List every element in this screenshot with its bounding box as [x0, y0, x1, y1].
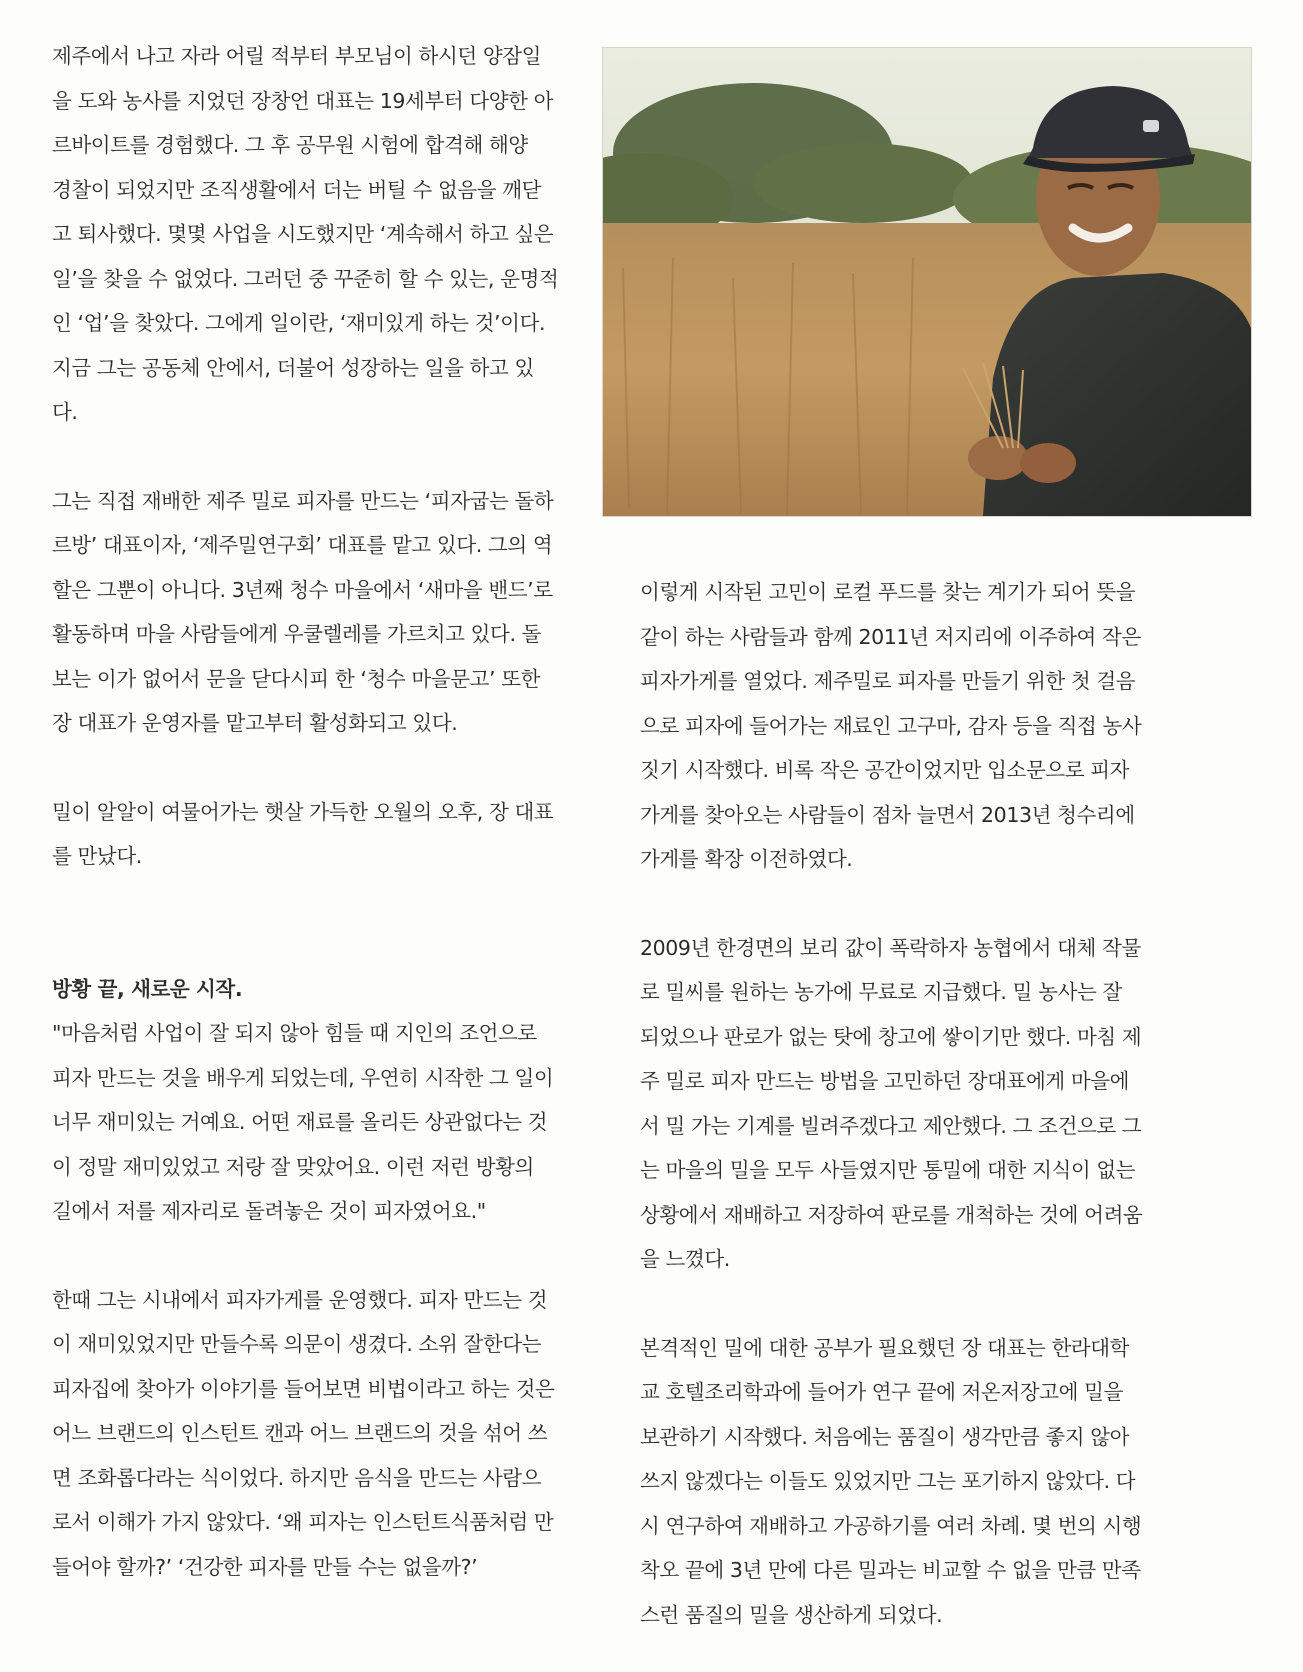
text-line: 다. — [52, 400, 78, 424]
text-line: 착오 끝에 3년 만에 다른 밀과는 비교할 수 없을 만큼 만족 — [640, 1558, 1141, 1582]
text-line: 는 마을의 밀을 모두 사들였지만 통밀에 대한 지식이 없는 — [640, 1158, 1136, 1182]
text-line: 인 ‘업’을 찾았다. 그에게 일이란, ‘재미있게 하는 것’이다. — [52, 311, 546, 335]
text-line: 같이 하는 사람들과 함께 2011년 저지리에 이주하여 작은 — [640, 624, 1141, 649]
local-food-paragraph — [640, 570, 1160, 882]
text-line: 이 정말 재미있었고 저랑 잘 맞았어요. 이런 저런 방황의 — [52, 1154, 534, 1179]
text-line: 너무 재미있는 거예요. 어떤 재료를 올리든 상관없다는 것 — [52, 1110, 548, 1134]
text-line: 로서 이해가 가지 않았다. ‘왜 피자는 인스턴트식품처럼 만 — [52, 1510, 554, 1534]
farmer-in-wheat-field-photo — [602, 47, 1252, 517]
text-line: 서 밀 가는 기계를 빌려주겠다고 제안했다. 그 조건으로 그 — [640, 1113, 1142, 1138]
text-line: 면 조화롭다라는 식이었다. 하지만 음식을 만드는 사람으 — [52, 1465, 542, 1490]
text-line: 길에서 저를 제자리로 돌려놓은 것이 피자였어요." — [52, 1199, 486, 1223]
meeting-paragraph — [52, 790, 572, 879]
text-line: 이 재미있었지만 만들수록 의문이 생겼다. 소위 잘한다는 — [52, 1332, 542, 1356]
text-line: 스런 품질의 밀을 생산하게 되었다. — [640, 1602, 943, 1627]
text-line: 피자가게를 열었다. 제주밀로 피자를 만들기 위한 첫 걸음 — [640, 669, 1136, 693]
text-line: 들어야 할까?’ ‘건강한 피자를 만들 수는 없을까?’ — [52, 1554, 478, 1579]
text-line: 을 도와 농사를 지었던 장창언 대표는 19세부터 다양한 아 — [52, 88, 554, 113]
text-line: 그는 직접 재배한 제주 밀로 피자를 만드는 ‘피자굽는 돌하 — [52, 488, 554, 513]
text-line: 피자집에 찾아가 이야기를 들어보면 비법이라고 하는 것은 — [52, 1376, 555, 1401]
text-line: 르바이트를 경험했다. 그 후 공무원 시험에 합격해 해양 — [52, 133, 528, 157]
right-column — [640, 570, 1160, 1637]
text-line: 보는 이가 없어서 문을 닫다시피 한 ‘청수 마을문고’ 또한 — [52, 666, 541, 691]
text-line: 이렇게 시작된 고민이 로컬 푸드를 찾는 계기가 되어 뜻을 — [640, 580, 1136, 604]
pizza-shop-paragraph — [52, 1278, 572, 1590]
text-line: 지금 그는 공동체 안에서, 더불어 성장하는 일을 하고 있 — [52, 355, 534, 380]
text-line: 주 밀로 피자 만드는 방법을 고민하던 장대표에게 마을에 — [640, 1069, 1130, 1093]
text-line: 가게를 확장 이전하였다. — [640, 847, 853, 871]
text-line: 장 대표가 운영자를 맡고부터 활성화되고 있다. — [52, 711, 458, 735]
left-column — [52, 34, 572, 1589]
text-line: "마음처럼 사업이 잘 되지 않아 힘들 때 지인의 조언으로 — [52, 1021, 537, 1045]
text-line: 르방’ 대표이자, ‘제주밀연구회’ 대표를 맡고 있다. 그의 역 — [52, 533, 553, 557]
text-line: 으로 피자에 들어가는 재료인 고구마, 감자 등을 직접 농사 — [640, 713, 1142, 738]
text-line: 가게를 찾아오는 사람들이 점차 늘면서 2013년 청수리에 — [640, 802, 1135, 827]
text-line: 로 밀씨를 원하는 농가에 무료로 지급했다. 밀 농사는 잘 — [640, 980, 1122, 1004]
text-line: 시 연구하여 재배하고 가공하기를 여러 차례. 몇 번의 시행 — [640, 1513, 1142, 1538]
text-line: 제주에서 나고 자라 어릴 적부터 부모님이 하시던 양잠일 — [52, 44, 542, 68]
text-line: 일’을 찾을 수 없었다. 그러던 중 꾸준히 할 수 있는, 운명적 — [52, 266, 559, 291]
text-line: 를 만났다. — [52, 844, 142, 868]
roles-paragraph — [52, 479, 572, 746]
section-heading: 방황 끝, 새로운 시작. — [52, 976, 243, 1001]
text-line: 상황에서 재배하고 저장하여 판로를 개척하는 것에 어려움 — [640, 1202, 1143, 1227]
text-line: 피자 만드는 것을 배우게 되었는데, 우연히 시작한 그 일이 — [52, 1065, 554, 1090]
wheat-history-paragraph — [640, 926, 1160, 1282]
text-line: 을 느꼈다. — [640, 1247, 730, 1271]
text-line: 2009년 한경면의 보리 값이 폭락하자 농협에서 대체 작물 — [640, 935, 1141, 960]
intro-paragraph — [52, 34, 572, 435]
text-line: 어느 브랜드의 인스턴트 캔과 어느 브랜드의 것을 섞어 쓰 — [52, 1421, 548, 1445]
text-line: 짓기 시작했다. 비록 작은 공간이었지만 입소문으로 피자 — [640, 758, 1130, 782]
text-line: 밀이 알알이 여물어가는 햇살 가득한 오월의 오후, 장 대표 — [52, 799, 554, 824]
text-line: 본격적인 밀에 대한 공부가 필요했던 장 대표는 한라대학 — [640, 1335, 1130, 1360]
text-line: 할은 그뿐이 아니다. 3년째 청수 마을에서 ‘새마을 밴드’로 — [52, 577, 553, 602]
research-paragraph — [640, 1326, 1160, 1638]
text-line: 보관하기 시작했다. 처음에는 품질이 생각만큼 좋지 않아 — [640, 1424, 1130, 1449]
text-line: 교 호텔조리학과에 들어가 연구 끝에 저온저장고에 밀을 — [640, 1380, 1123, 1404]
text-line: 쓰지 않겠다는 이들도 있었지만 그는 포기하지 않았다. 다 — [640, 1469, 1136, 1493]
text-line: 되었으나 판로가 없는 탓에 창고에 쌓이기만 했다. 마침 제 — [640, 1024, 1142, 1049]
text-line: 고 퇴사했다. 몇몇 사업을 시도했지만 ‘계속해서 하고 싶은 — [52, 222, 554, 246]
quote-paragraph — [52, 1011, 572, 1234]
text-line: 활동하며 마을 사람들에게 우쿨렐레를 가르치고 있다. 돌 — [52, 622, 542, 646]
text-line: 한때 그는 시내에서 피자가게를 운영했다. 피자 만드는 것 — [52, 1287, 548, 1312]
text-line: 경찰이 되었지만 조직생활에서 더는 버틸 수 없음을 깨닫 — [52, 177, 542, 202]
